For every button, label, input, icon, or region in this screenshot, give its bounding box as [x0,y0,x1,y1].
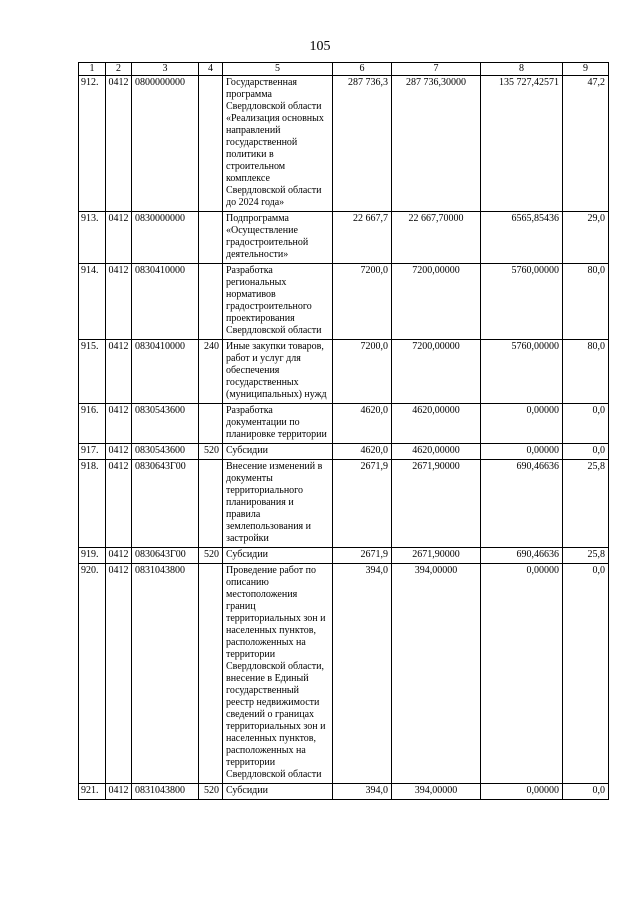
expense-type-code [199,212,223,264]
executed-amount: 0,00000 [481,784,563,800]
expense-type-code: 240 [199,340,223,404]
section-code: 0412 [106,340,132,404]
execution-percent: 47,2 [563,76,609,212]
section-code: 0412 [106,784,132,800]
execution-percent: 0,0 [563,564,609,784]
executed-amount: 690,46636 [481,460,563,548]
target-code: 0830643Г00 [132,460,199,548]
item-name: Субсидии [223,784,333,800]
table-row [79,564,609,784]
execution-percent: 25,8 [563,460,609,548]
expense-type-code [199,264,223,340]
section-code: 0412 [106,460,132,548]
plan-amount: 394,0 [333,564,392,784]
executed-amount: 135 727,42571 [481,76,563,212]
row-number: 921. [79,784,106,800]
section-code: 0412 [106,548,132,564]
target-code: 0830410000 [132,340,199,404]
column-header: 3 [132,63,199,76]
target-code: 0830543600 [132,444,199,460]
plan-amount: 2671,9 [333,548,392,564]
column-header: 2 [106,63,132,76]
target-code: 0830000000 [132,212,199,264]
table-row [79,444,609,460]
execution-percent: 80,0 [563,340,609,404]
section-code: 0412 [106,404,132,444]
table-row [79,404,609,444]
column-header: 5 [223,63,333,76]
column-header: 7 [392,63,481,76]
refined-amount: 7200,00000 [392,264,481,340]
plan-amount: 2671,9 [333,460,392,548]
expense-type-code [199,460,223,548]
section-code: 0412 [106,212,132,264]
expense-type-code [199,564,223,784]
plan-amount: 22 667,7 [333,212,392,264]
executed-amount: 0,00000 [481,444,563,460]
section-code: 0412 [106,564,132,784]
table-row [79,76,609,212]
row-number: 914. [79,264,106,340]
table-row [79,212,609,264]
refined-amount: 394,00000 [392,564,481,784]
target-code: 0800000000 [132,76,199,212]
section-code: 0412 [106,444,132,460]
item-name: Иные закупки товаров, работ и услуг для обеспечения государственных (муниципальных) нужд [223,340,333,404]
refined-amount: 4620,00000 [392,444,481,460]
plan-amount: 4620,0 [333,444,392,460]
expense-type-code: 520 [199,548,223,564]
plan-amount: 7200,0 [333,264,392,340]
item-name: Субсидии [223,548,333,564]
item-name: Внесение изменений в документы территориального планирования и правила землепользования и застройки [223,460,333,548]
refined-amount: 287 736,30000 [392,76,481,212]
item-name: Подпрограмма «Осуществление градостроительной деятельности» [223,212,333,264]
refined-amount: 7200,00000 [392,340,481,404]
column-header: 8 [481,63,563,76]
table-row [79,784,609,800]
row-number: 919. [79,548,106,564]
row-number: 920. [79,564,106,784]
plan-amount: 394,0 [333,784,392,800]
plan-amount: 4620,0 [333,404,392,444]
item-name: Субсидии [223,444,333,460]
target-code: 0831043800 [132,564,199,784]
executed-amount: 6565,85436 [481,212,563,264]
executed-amount: 690,46636 [481,548,563,564]
item-name: Государственная программа Свердловской области «Реализация основных направлений государственной политики в строительном комплексе Свердловской области до 2024 года» [223,76,333,212]
refined-amount: 2671,90000 [392,548,481,564]
expense-type-code [199,76,223,212]
row-number: 917. [79,444,106,460]
target-code: 0831043800 [132,784,199,800]
execution-percent: 29,0 [563,212,609,264]
row-number: 916. [79,404,106,444]
target-code: 0830643Г00 [132,548,199,564]
column-header: 9 [563,63,609,76]
expense-type-code: 520 [199,444,223,460]
executed-amount: 5760,00000 [481,340,563,404]
refined-amount: 2671,90000 [392,460,481,548]
table-row [79,460,609,548]
target-code: 0830410000 [132,264,199,340]
page-number: 105 [309,39,331,54]
section-code: 0412 [106,76,132,212]
plan-amount: 7200,0 [333,340,392,404]
executed-amount: 5760,00000 [481,264,563,340]
column-header: 1 [79,63,106,76]
row-number: 912. [79,76,106,212]
expense-type-code: 520 [199,784,223,800]
table-row [79,340,609,404]
execution-percent: 0,0 [563,404,609,444]
executed-amount: 0,00000 [481,404,563,444]
table-header-row [79,63,609,76]
table-row [79,548,609,564]
budget-table [78,62,609,800]
refined-amount: 394,00000 [392,784,481,800]
item-name: Разработка региональных нормативов градостроительного проектирования Свердловской области [223,264,333,340]
refined-amount: 4620,00000 [392,404,481,444]
table-row [79,264,609,340]
row-number: 913. [79,212,106,264]
refined-amount: 22 667,70000 [392,212,481,264]
execution-percent: 80,0 [563,264,609,340]
item-name: Разработка документации по планировке территории [223,404,333,444]
expense-type-code [199,404,223,444]
section-code: 0412 [106,264,132,340]
column-header: 6 [333,63,392,76]
execution-percent: 25,8 [563,548,609,564]
column-header: 4 [199,63,223,76]
target-code: 0830543600 [132,404,199,444]
execution-percent: 0,0 [563,444,609,460]
executed-amount: 0,00000 [481,564,563,784]
row-number: 918. [79,460,106,548]
plan-amount: 287 736,3 [333,76,392,212]
execution-percent: 0,0 [563,784,609,800]
row-number: 915. [79,340,106,404]
item-name: Проведение работ по описанию местоположения границ территориальных зон и населенных пунктов, расположенных на территории Свердловской области, внесение в Единый государственный реестр недвижимости сведений о границах территориальных зон и населенных пунктов, расположенных на территории Свердловской области [223,564,333,784]
